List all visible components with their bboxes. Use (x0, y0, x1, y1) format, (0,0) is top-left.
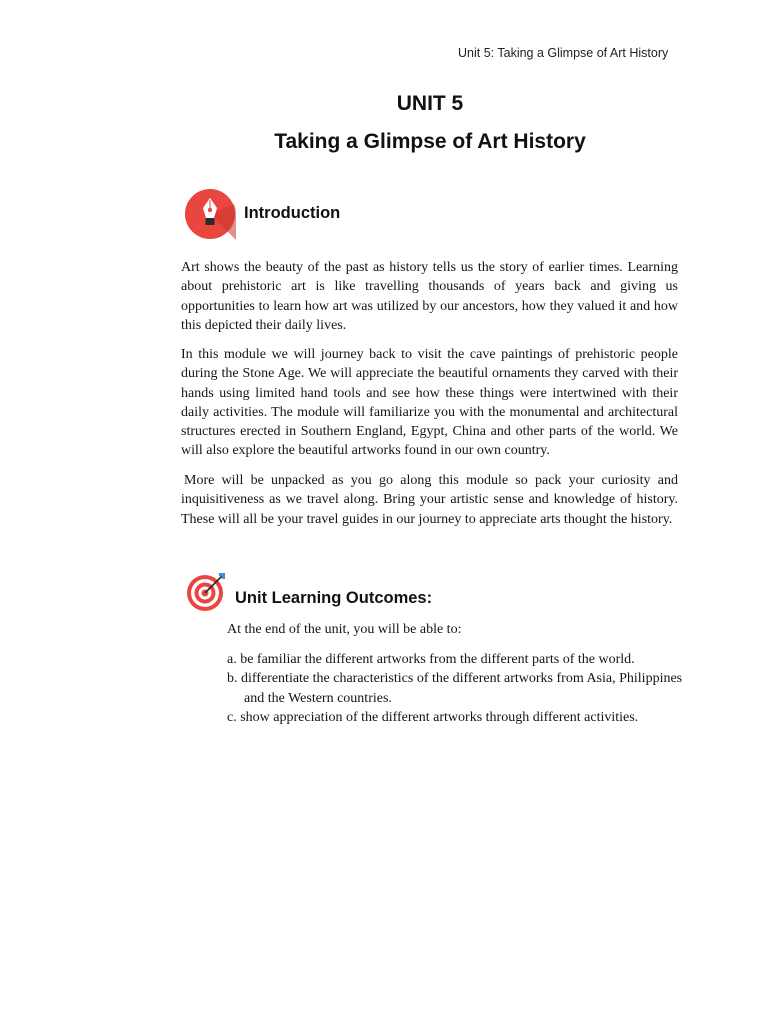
unit-title-heading: Taking a Glimpse of Art History (274, 130, 586, 153)
intro-paragraph: Art shows the beauty of the past as history tells us the story of earlier times. Learning about prehistoric art is like travelling thousands of years back and giving us opportunities to learn how art was utilized by our ancestors, how they valued it and how this depicted their daily lives. (181, 260, 678, 333)
target-icon (186, 570, 228, 612)
introduction-heading: Introduction (244, 204, 341, 222)
list-item: b. differentiate the characteristics of the different artworks from Asia, Philippines and the Western countries. (227, 671, 683, 706)
outcomes-intro-text: At the end of the unit, you will be able to: (227, 622, 462, 637)
unit-number-heading: UNIT 5 (396, 92, 464, 115)
pen-nib-icon (184, 188, 236, 240)
running-header: Unit 5: Taking a Glimpse of Art History (458, 46, 669, 60)
list-item: a. be familiar the different artworks from the different parts of the world. (227, 652, 635, 667)
intro-paragraph: More will be unpacked as you go along this module so pack your curiosity and inquisitiveness as we travel along. Bring your artistic sense and knowledge of history. These will all be your travel guides in our journey to appreciate arts thought the history. (181, 473, 678, 527)
outcomes-heading: Unit Learning Outcomes: (235, 589, 433, 607)
intro-paragraph: In this module we will journey back to visit the cave paintings of prehistoric people during the Stone Age. We will appreciate the beautiful ornaments they carved with their hands using limited hand tools and see how these things were intertwined with their daily activities. The module will familiarize you with the monumental and architectural structures erected in Southern England, Egypt, China and other parts of the world. We will also explore the beautiful artworks found in our own country. (181, 347, 678, 459)
outcomes-list (227, 650, 697, 727)
list-item: c. show appreciation of the different artworks through different activities. (227, 709, 639, 725)
